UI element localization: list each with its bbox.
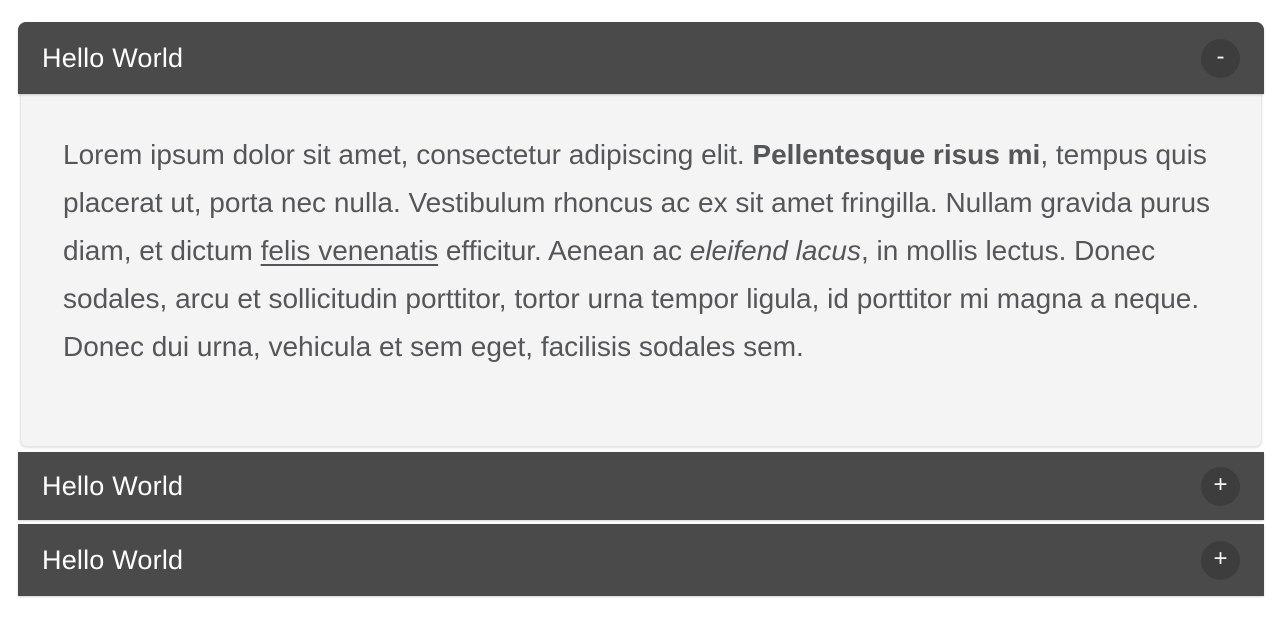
minus-icon: - xyxy=(1216,43,1225,70)
expand-button[interactable] xyxy=(1201,467,1240,506)
expand-button[interactable] xyxy=(1201,541,1240,580)
plus-icon: + xyxy=(1213,471,1228,498)
plus-icon: + xyxy=(1213,545,1228,572)
collapse-button[interactable] xyxy=(1201,39,1240,78)
accordion-panel xyxy=(20,94,1262,447)
accordion-header-1[interactable] xyxy=(18,22,1264,94)
accordion-header-3[interactable] xyxy=(18,524,1264,596)
accordion-header-2[interactable] xyxy=(18,452,1264,520)
accordion-title: Hello World xyxy=(42,544,184,575)
accordion-title: Hello World xyxy=(42,42,184,73)
panel-paragraph: Lorem ipsum dolor sit amet, consectetur adipiscing elit. Pellentesque risus mi, tempus quis placerat ut, porta nec nulla. Vestibulum rhoncus ac ex sit amet fringilla. Nullam gravida purus diam, et dictum felis venenatis efficitur. Aenean ac eleifend lacus, in mollis lectus. Donec sodales, arcu et sollicitudin porttitor, tortor urna tempor ligula, id porttitor mi magna a neque. Donec dui urna, vehicula et sem eget, facilisis sodales sem. xyxy=(63,139,1211,362)
accordion xyxy=(18,22,1264,596)
accordion-title: Hello World xyxy=(42,470,184,501)
